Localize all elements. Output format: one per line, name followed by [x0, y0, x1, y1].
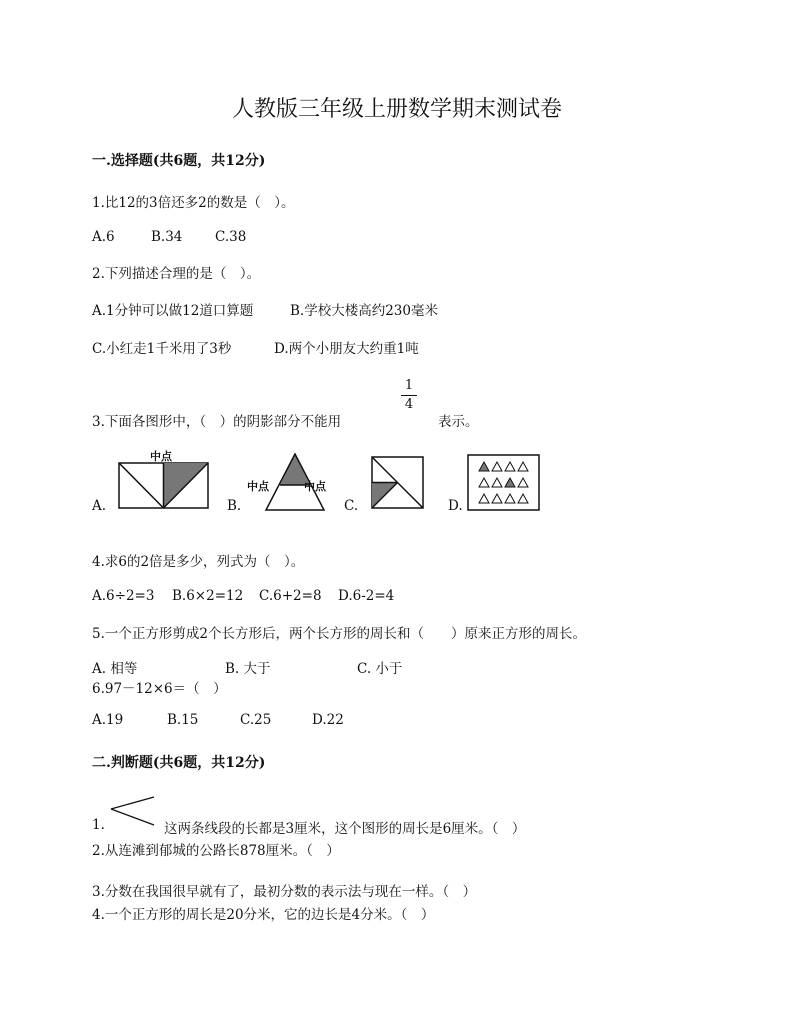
figure-c-square [371, 456, 425, 512]
judge-q2-text: 2.从连滩到郁城的公路长878厘米。（ ） [92, 843, 340, 859]
q2-option-c: C.小红走1千米用了3秒 [92, 341, 232, 357]
q4-option-c: C.6+2=8 [259, 588, 322, 604]
q4-option-a: A.6÷2=3 [92, 588, 155, 604]
q3-label-d: D. [448, 498, 463, 514]
q6-option-a: A.19 [92, 712, 124, 728]
q1-option-c: C.38 [215, 229, 247, 245]
q2-option-a: A.1分钟可以做12道口算题 [92, 303, 254, 319]
q3-label-c: C. [344, 498, 359, 514]
q6-option-b: B.15 [167, 712, 199, 728]
q5-text: 5.一个正方形剪成2个长方形后，两个长方形的周长和（ ）原来正方形的周长。 [92, 626, 586, 642]
q3-label-b: B. [227, 498, 242, 514]
q6-option-c: C.25 [240, 712, 272, 728]
q4-option-b: B.6×2=12 [172, 588, 244, 604]
figure-b-midpoint-label-left: 中点 [247, 480, 269, 493]
q5-option-a: A. 相等 [92, 661, 138, 677]
section1-heading: 一.选择题(共6题，共12分) [92, 153, 266, 169]
q1-text: 1.比12的3倍还多2的数是（ ）。 [92, 195, 295, 211]
fraction-denominator: 4 [404, 397, 414, 412]
judge-q3-text: 3.分数在我国很早就有了，最初分数的表示法与现在一样。（ ） [92, 884, 477, 900]
figure-a-midpoint-label: 中点 [150, 450, 172, 463]
judge-q4-text: 4.一个正方形的周长是20分米，它的边长是4分米。（ ） [92, 907, 435, 923]
q3-text-after: 表示。 [438, 414, 479, 430]
q4-text: 4.求6的2倍是多少，列式为（ ）。 [92, 554, 305, 570]
q1-option-a: A.6 [92, 229, 115, 245]
section2-heading: 二.判断题(共6题，共12分) [92, 755, 266, 771]
judge-q1-number: 1. [92, 817, 105, 833]
q6-option-d: D.22 [312, 712, 344, 728]
fraction-one-quarter [398, 378, 420, 413]
q3-label-a: A. [92, 498, 107, 514]
judge-q1-angle-figure [108, 794, 158, 828]
q5-option-b: B. 大于 [225, 661, 271, 677]
q2-text: 2.下列描述合理的是（ ）。 [92, 266, 261, 282]
q2-option-b: B.学校大楼高约230毫米 [290, 303, 438, 319]
fraction-numerator: 1 [404, 378, 414, 393]
q4-option-d: D.6-2=4 [338, 588, 395, 604]
page-title: 人教版三年级上册数学期末测试卷 [231, 97, 562, 122]
q6-text: 6.97－12×6＝（ ） [92, 681, 227, 697]
figure-b-midpoint-label-right: 中点 [304, 480, 326, 493]
q1-option-b: B.34 [151, 229, 183, 245]
q2-option-d: D.两个小朋友大约重1吨 [274, 341, 419, 357]
figure-d-triangles-grid [467, 454, 541, 512]
q5-option-c: C. 小于 [357, 661, 403, 677]
q3-text: 3.下面各图形中，（ ）的阴影部分不能用 [92, 414, 342, 430]
judge-q1-text: 这两条线段的长都是3厘米，这个图形的周长是6厘米。（ ） [164, 821, 526, 837]
